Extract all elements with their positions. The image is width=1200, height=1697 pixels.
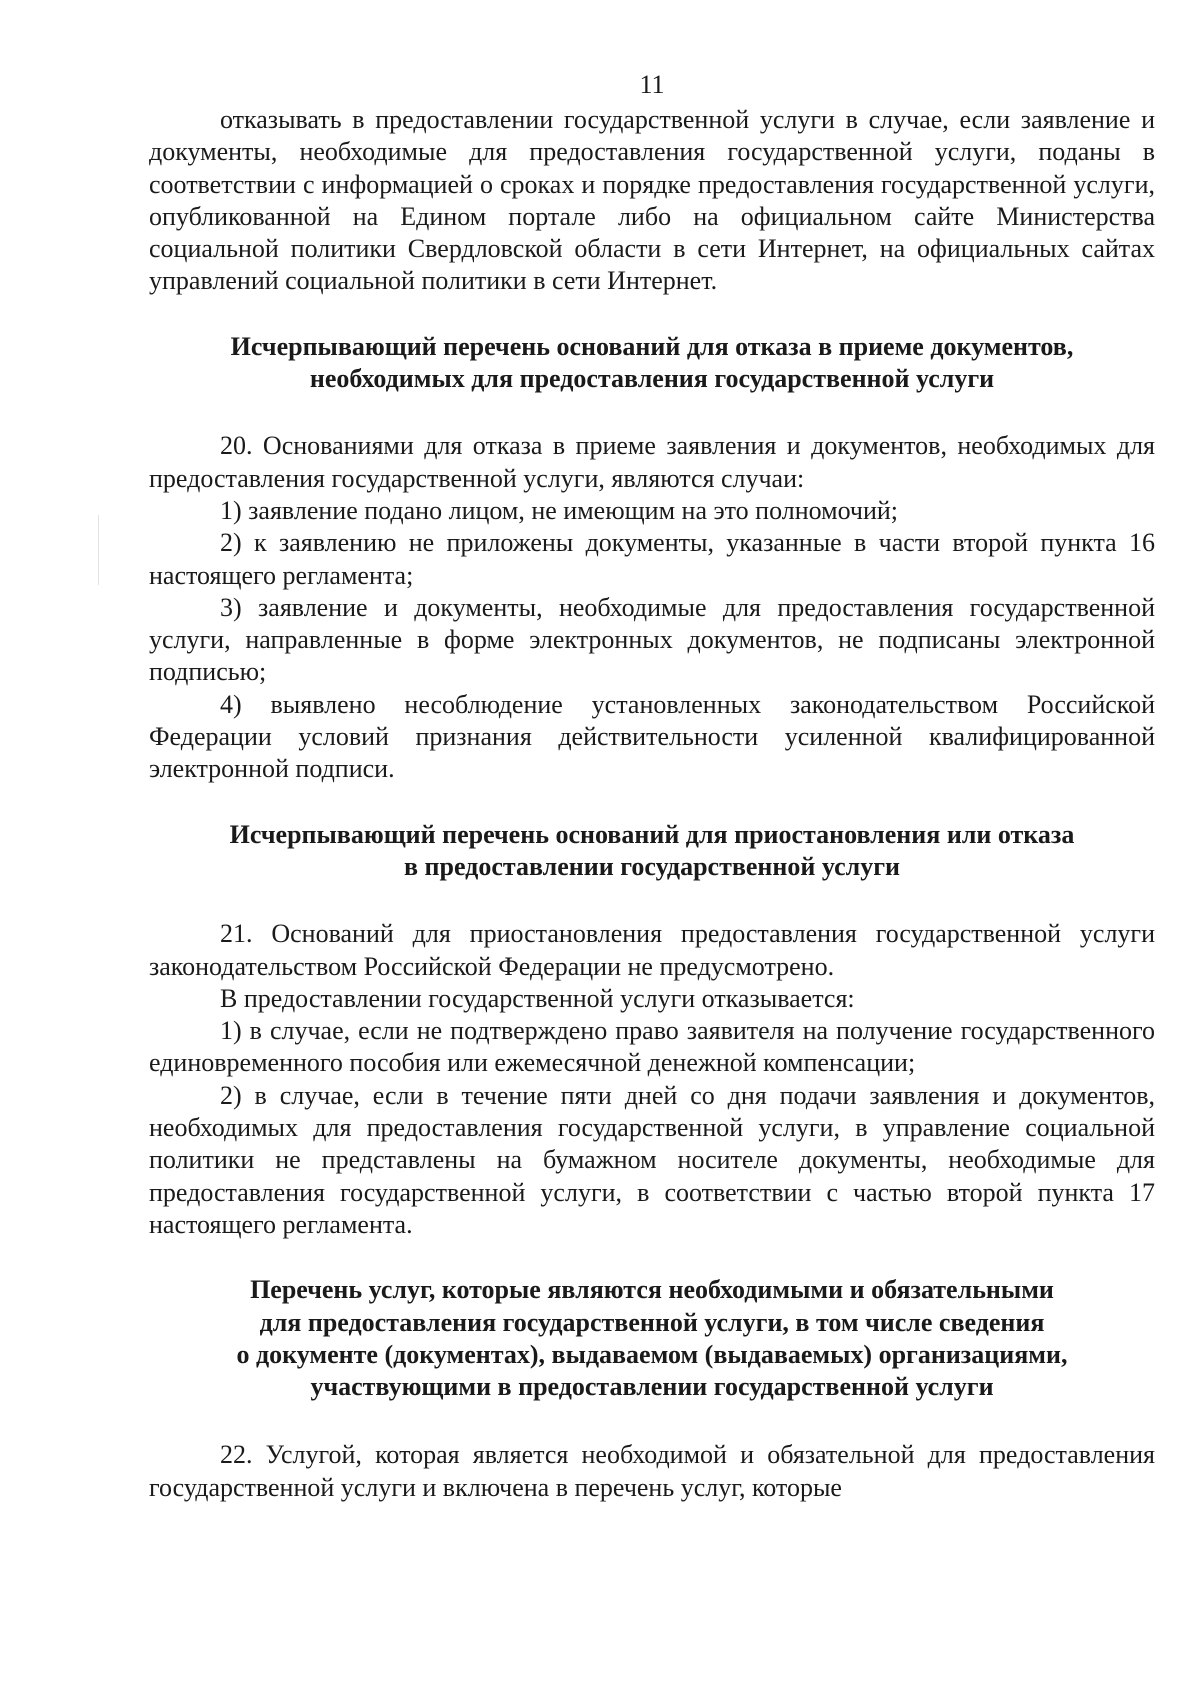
paragraph-21: 21. Оснований для приостановления предоставления государственной услуги законодательством Российской Федерации не предусмотрено. xyxy=(149,919,1155,981)
paragraph-20-item-2: 2) к заявлению не приложены документы, указанные в части второй пункта 16 настоящего регламента; xyxy=(149,528,1155,590)
paragraph-intro: отказывать в предоставлении государственной услуги в случае, если заявление и документы, необходимые для предоставления государственной услуги, поданы в соответствии с информацией о сроках и порядке предоставления государственной услуги, опубликованной на Едином портале либо на официальном сайте Министерства социальной политики Свердловской области в сети Интернет, на официальных сайтах управлений социальной политики в сети Интернет. xyxy=(149,105,1155,296)
heading-line: Исчерпывающий перечень оснований для приостановления или отказа xyxy=(229,819,1075,849)
heading-line: Исчерпывающий перечень оснований для отказа в приеме документов, xyxy=(230,331,1074,361)
paragraph-21-item-2: 2) в случае, если в течение пяти дней со дня подачи заявления и документов, необходимых для предоставления государственной услуги, в управление социальной политики не представлены на бумажном носителе документы, необходимые для предоставления государственной услуги, в соответствии с частью второй пункта 17 настоящего регламента. xyxy=(149,1080,1155,1239)
paragraph-20-item-1: 1) заявление подано лицом, не имеющим на это полномочий; xyxy=(220,495,899,525)
section-heading-suspension-refusal xyxy=(149,819,1155,884)
section-heading-required-services xyxy=(149,1274,1155,1403)
page-number: 11 xyxy=(639,70,665,99)
heading-line: для предоставления государственной услуги, в том числе сведения xyxy=(259,1307,1045,1337)
paragraph-22: 22. Услугой, которая является необходимой и обязательной для предоставления государственной услуги и включена в перечень услуг, которые xyxy=(149,1440,1155,1502)
heading-line: участвующими в предоставлении государственной услуги xyxy=(310,1372,994,1402)
paragraph-21-item-1: 1) в случае, если не подтверждено право заявителя на получение государственного единовременного пособия или ежемесячной денежной компенсации; xyxy=(149,1016,1155,1078)
section-heading-refusal-documents xyxy=(149,331,1155,396)
heading-line: необходимых для предоставления государственной услуги xyxy=(309,364,995,394)
paragraph-21-refusal-intro: В предоставлении государственной услуги отказывается: xyxy=(220,983,855,1013)
scan-margin-line xyxy=(98,515,99,585)
paragraph-20-item-4: 4) выявлено несоблюдение установленных законодательством Российской Федерации условий признания действительности усиленной квалифицированной электронной подписи. xyxy=(149,689,1155,784)
paragraph-20-item-3: 3) заявление и документы, необходимые для предоставления государственной услуги, направленные в форме электронных документов, не подписаны электронной подписью; xyxy=(149,592,1155,687)
document-page xyxy=(149,70,1155,1504)
paragraph-20: 20. Основаниями для отказа в приеме заявления и документов, необходимых для предоставления государственной услуги, являются случаи: xyxy=(149,431,1155,493)
heading-line: о документе (документах), выдаваемом (выдаваемых) организациями, xyxy=(236,1339,1068,1369)
heading-line: в предоставлении государственной услуги xyxy=(403,851,900,881)
heading-line: Перечень услуг, которые являются необходимыми и обязательными xyxy=(250,1275,1054,1305)
